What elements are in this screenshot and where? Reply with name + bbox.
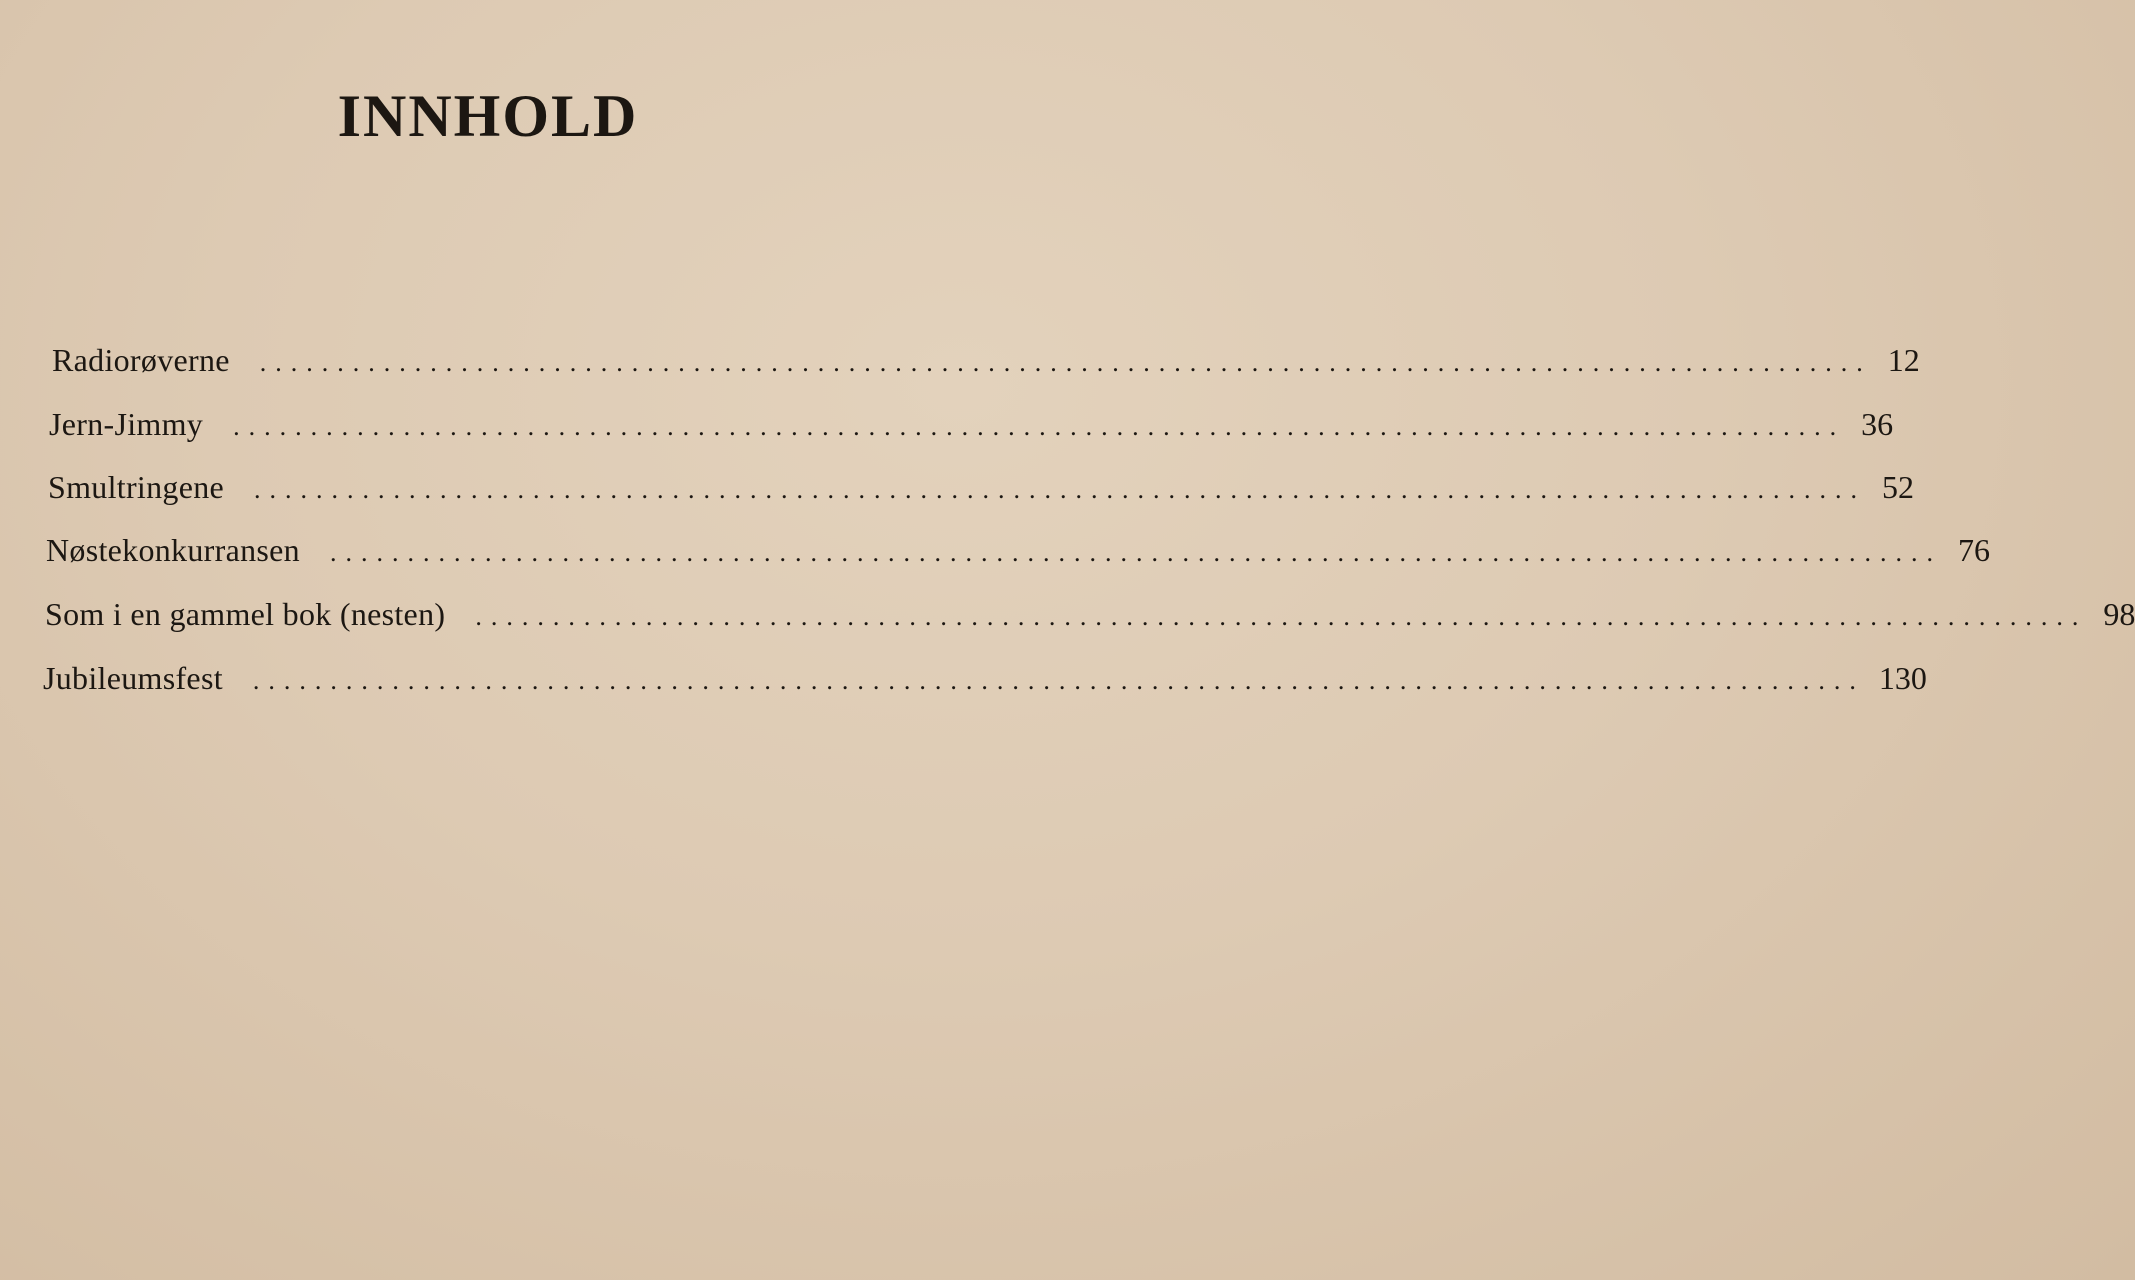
toc-entry: [48, 467, 1915, 510]
toc-entry: [46, 530, 1990, 573]
toc-entry-page: 130: [1878, 660, 1927, 696]
toc-leader-dots: ........................................................................................................: [329, 538, 1942, 567]
toc-leader-dots: ........................................................................................................: [252, 666, 1865, 695]
page-title: INNHOLD: [337, 83, 639, 149]
toc-entry-title: Nøstekonkurransen: [46, 532, 300, 568]
toc-entry-title: Smultringene: [48, 469, 225, 505]
toc-entry-page: 36: [1861, 406, 1894, 442]
toc-leader-dots: ........................................................................................................: [259, 348, 1872, 377]
toc-entry: [49, 404, 1894, 447]
toc-entry-page: 98: [2103, 596, 2135, 632]
toc-entry-title: Jern-Jimmy: [49, 406, 204, 442]
toc-entry: [43, 658, 1927, 701]
toc-entry: [52, 340, 1920, 383]
toc-entry-title: Som i en gammel bok (nesten): [45, 596, 446, 632]
toc-entry-page: 12: [1887, 342, 1920, 378]
toc-entry: [45, 594, 2135, 637]
toc-entry-title: Jubileumsfest: [43, 660, 223, 696]
toc-leader-dots: ........................................................................................................: [475, 602, 2088, 631]
toc-leader-dots: ........................................................................................................: [233, 412, 1846, 441]
toc-entry-page: 76: [1957, 532, 1990, 568]
toc-entry-page: 52: [1882, 469, 1915, 505]
toc-entry-title: Radiorøverne: [52, 342, 230, 378]
toc-leader-dots: ........................................................................................................: [254, 475, 1867, 504]
